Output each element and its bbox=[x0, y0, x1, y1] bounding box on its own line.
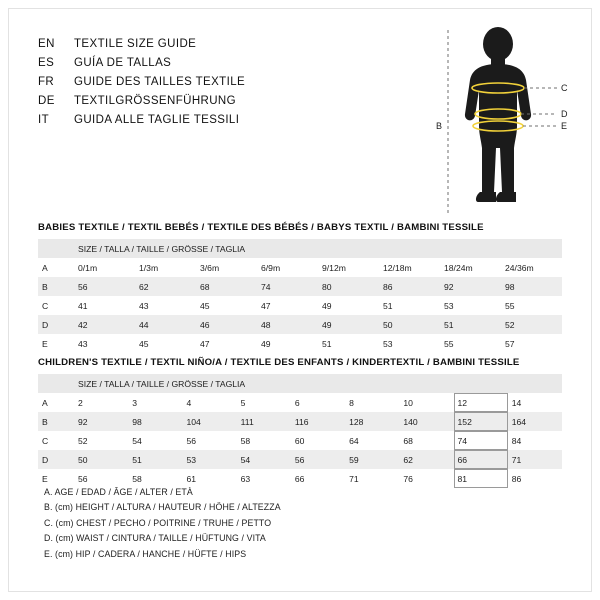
cell: 53 bbox=[182, 450, 236, 469]
row-label: C bbox=[38, 296, 74, 315]
language-row bbox=[38, 95, 338, 114]
table-row bbox=[38, 393, 562, 412]
cell: 47 bbox=[257, 296, 318, 315]
cell-highlighted: 152 bbox=[454, 412, 508, 431]
legend-item-age: A. AGE / EDAD / ÂGE / ALTER / ETÀ bbox=[44, 487, 193, 497]
language-title: TEXTILGRÖSSENFÜHRUNG bbox=[74, 95, 236, 107]
legend-item-chest: C. (cm) CHEST / PECHO / POITRINE / TRUHE / PETTO bbox=[44, 517, 272, 528]
cell: 6 bbox=[291, 393, 345, 412]
language-code: DE bbox=[38, 95, 55, 107]
cell: 0/1m bbox=[74, 258, 135, 277]
cell: 68 bbox=[399, 431, 453, 450]
cell: 12/18m bbox=[379, 258, 440, 277]
body-figure bbox=[420, 22, 580, 222]
cell: 45 bbox=[196, 296, 257, 315]
cell: 52 bbox=[501, 315, 562, 334]
language-title-block bbox=[38, 38, 338, 133]
cell-highlighted: 66 bbox=[454, 450, 508, 469]
cell: 18/24m bbox=[440, 258, 501, 277]
cell: 56 bbox=[74, 277, 135, 296]
row-label: A bbox=[38, 258, 74, 277]
language-title: GUIDE DES TAILLES TEXTILE bbox=[74, 76, 246, 88]
cell: 3 bbox=[128, 393, 182, 412]
header-cell-label bbox=[38, 239, 74, 258]
babies-section bbox=[38, 222, 562, 353]
cell: 58 bbox=[237, 431, 291, 450]
cell: 2 bbox=[74, 393, 128, 412]
table-header-row bbox=[38, 374, 562, 393]
cell: 58 bbox=[128, 469, 182, 488]
measurement-legend bbox=[44, 485, 564, 562]
cell: 86 bbox=[508, 469, 562, 488]
cell: 54 bbox=[128, 431, 182, 450]
language-title: TEXTILE SIZE GUIDE bbox=[74, 38, 197, 50]
cell: 46 bbox=[196, 315, 257, 334]
children-size-table bbox=[38, 374, 562, 488]
row-label: C bbox=[38, 431, 74, 450]
cell: 47 bbox=[196, 334, 257, 353]
cell: 111 bbox=[237, 412, 291, 431]
language-code: IT bbox=[38, 114, 50, 126]
cell: 4 bbox=[182, 393, 236, 412]
cell: 50 bbox=[379, 315, 440, 334]
cell: 8 bbox=[345, 393, 399, 412]
cell: 68 bbox=[196, 277, 257, 296]
cell: 62 bbox=[399, 450, 453, 469]
row-label: E bbox=[38, 334, 74, 353]
cell: 24/36m bbox=[501, 258, 562, 277]
cell: 59 bbox=[345, 450, 399, 469]
language-code: EN bbox=[38, 38, 55, 50]
cell: 14 bbox=[508, 393, 562, 412]
cell: 48 bbox=[257, 315, 318, 334]
cell-highlighted: 81 bbox=[454, 469, 508, 488]
cell: 86 bbox=[379, 277, 440, 296]
cell-highlighted: 74 bbox=[454, 431, 508, 450]
language-title: GUÍA DE TALLAS bbox=[74, 57, 172, 69]
row-label: D bbox=[38, 450, 74, 469]
language-row bbox=[38, 57, 338, 76]
cell: 53 bbox=[379, 334, 440, 353]
legend-item-waist: D. (cm) WAIST / CINTURA / TAILLE / HÜFTUNG / VITA bbox=[44, 533, 266, 544]
cell: 56 bbox=[74, 469, 128, 488]
header-cell-label bbox=[38, 374, 74, 393]
table-row bbox=[38, 450, 562, 469]
cell: 53 bbox=[440, 296, 501, 315]
language-code: ES bbox=[38, 57, 55, 69]
cell: 9/12m bbox=[318, 258, 379, 277]
cell: 140 bbox=[399, 412, 453, 431]
cell: 84 bbox=[508, 431, 562, 450]
cell: 51 bbox=[318, 334, 379, 353]
babies-size-table bbox=[38, 239, 562, 353]
legend-item-hip: E. (cm) HIP / CADERA / HANCHE / HÜFTE / HIPS bbox=[44, 548, 247, 559]
cell: 51 bbox=[440, 315, 501, 334]
language-row bbox=[38, 114, 338, 133]
language-code: FR bbox=[38, 76, 55, 88]
cell: 1/3m bbox=[135, 258, 196, 277]
figure-label-b: B bbox=[436, 121, 443, 131]
cell: 56 bbox=[182, 431, 236, 450]
table-row bbox=[38, 258, 562, 277]
language-row bbox=[38, 38, 338, 57]
cell: 71 bbox=[508, 450, 562, 469]
row-label: E bbox=[38, 469, 74, 488]
cell: 64 bbox=[345, 431, 399, 450]
cell: 57 bbox=[501, 334, 562, 353]
cell: 62 bbox=[135, 277, 196, 296]
row-label: B bbox=[38, 277, 74, 296]
cell: 92 bbox=[440, 277, 501, 296]
cell: 5 bbox=[237, 393, 291, 412]
language-title: GUIDA ALLE TAGLIE TESSILI bbox=[74, 114, 240, 126]
cell: 61 bbox=[182, 469, 236, 488]
children-section bbox=[38, 357, 562, 488]
cell: 63 bbox=[237, 469, 291, 488]
cell: 104 bbox=[182, 412, 236, 431]
legend-item-height: B. (cm) HEIGHT / ALTURA / HAUTEUR / HÖHE / ALTEZZA bbox=[44, 502, 281, 513]
cell: 56 bbox=[291, 450, 345, 469]
cell: 71 bbox=[345, 469, 399, 488]
cell: 51 bbox=[379, 296, 440, 315]
row-label: B bbox=[38, 412, 74, 431]
table-header-row bbox=[38, 239, 562, 258]
header-cell-size: SIZE / TALLA / TAILLE / GRÖSSE / TAGLIA bbox=[74, 239, 562, 258]
cell: 10 bbox=[399, 393, 453, 412]
cell: 55 bbox=[501, 296, 562, 315]
table-row bbox=[38, 277, 562, 296]
cell: 76 bbox=[399, 469, 453, 488]
cell: 74 bbox=[257, 277, 318, 296]
cell: 80 bbox=[318, 277, 379, 296]
cell: 49 bbox=[318, 315, 379, 334]
figure-label-c: C bbox=[561, 83, 568, 93]
cell: 49 bbox=[318, 296, 379, 315]
cell-highlighted: 12 bbox=[454, 393, 508, 412]
language-row bbox=[38, 76, 338, 95]
cell: 41 bbox=[74, 296, 135, 315]
babies-section-title: BABIES TEXTILE / TEXTIL BEBÉS / TEXTILE DES BÉBÉS / BABYS TEXTIL / BAMBINI TESSILE bbox=[38, 222, 484, 233]
row-label: A bbox=[38, 393, 74, 412]
cell: 43 bbox=[74, 334, 135, 353]
table-row bbox=[38, 431, 562, 450]
figure-label-d: D bbox=[561, 109, 568, 119]
cell: 52 bbox=[74, 431, 128, 450]
cell: 6/9m bbox=[257, 258, 318, 277]
cell: 116 bbox=[291, 412, 345, 431]
cell: 128 bbox=[345, 412, 399, 431]
cell: 49 bbox=[257, 334, 318, 353]
cell: 60 bbox=[291, 431, 345, 450]
table-row bbox=[38, 315, 562, 334]
figure-label-e: E bbox=[561, 121, 568, 131]
cell: 54 bbox=[237, 450, 291, 469]
cell: 66 bbox=[291, 469, 345, 488]
cell: 55 bbox=[440, 334, 501, 353]
cell: 164 bbox=[508, 412, 562, 431]
row-label: D bbox=[38, 315, 74, 334]
children-section-title: CHILDREN'S TEXTILE / TEXTIL NIÑO/A / TEXTILE DES ENFANTS / KINDERTEXTIL / BAMBINI TESSILE bbox=[38, 357, 520, 368]
table-row bbox=[38, 412, 562, 431]
table-row bbox=[38, 296, 562, 315]
cell: 3/6m bbox=[196, 258, 257, 277]
table-row bbox=[38, 334, 562, 353]
cell: 50 bbox=[74, 450, 128, 469]
cell: 98 bbox=[501, 277, 562, 296]
header-cell-size: SIZE / TALLA / TAILLE / GRÖSSE / TAGLIA bbox=[74, 374, 562, 393]
cell: 51 bbox=[128, 450, 182, 469]
cell: 44 bbox=[135, 315, 196, 334]
cell: 45 bbox=[135, 334, 196, 353]
cell: 43 bbox=[135, 296, 196, 315]
cell: 92 bbox=[74, 412, 128, 431]
cell: 42 bbox=[74, 315, 135, 334]
cell: 98 bbox=[128, 412, 182, 431]
